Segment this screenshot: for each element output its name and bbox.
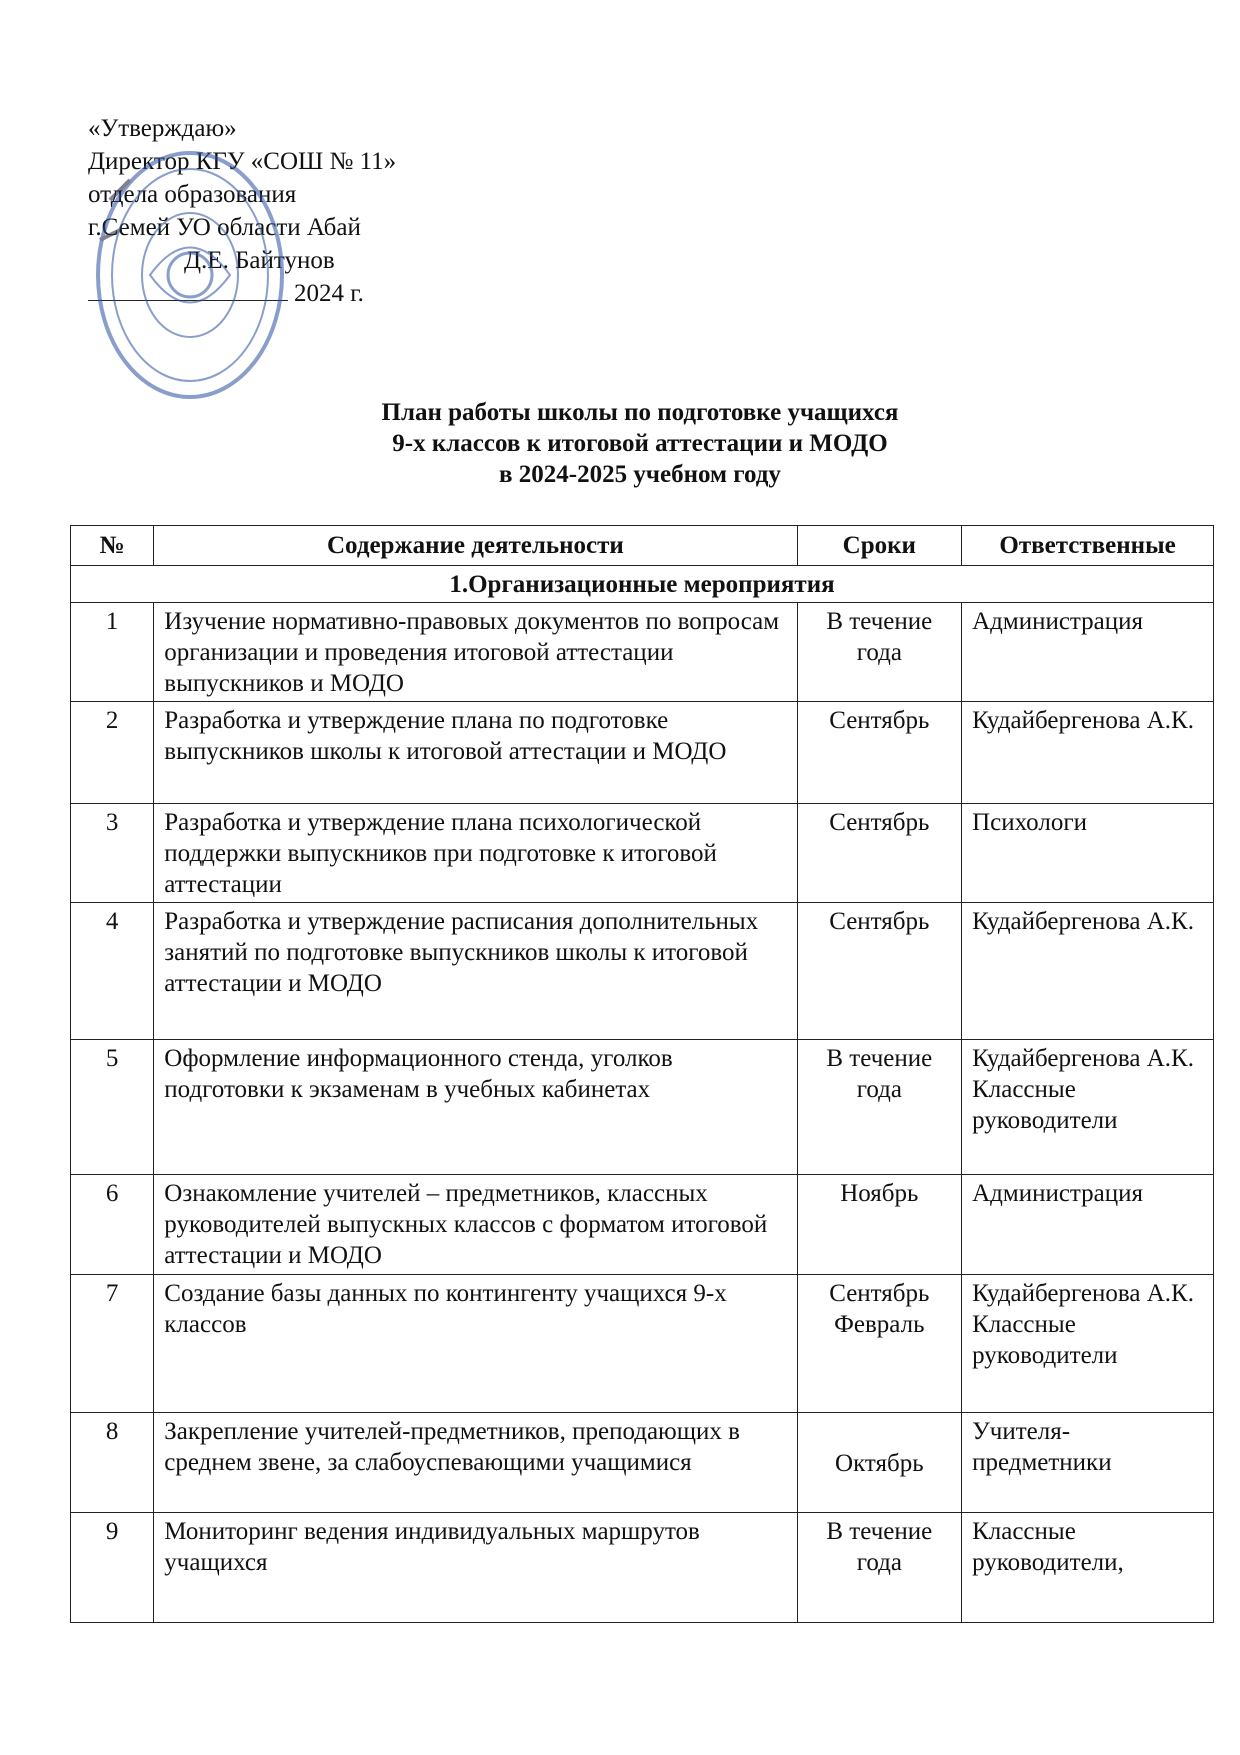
table-row [71, 1175, 1214, 1275]
section-title: 1.Организационные мероприятия [71, 566, 1214, 603]
header-dates: Сроки [797, 526, 962, 566]
approval-line: «Утверждаю» [88, 115, 237, 142]
table-header-row [71, 526, 1214, 566]
header-number: № [71, 526, 154, 566]
row-content: Создание базы данных по контингенту учащихся 9-х классов [154, 1275, 797, 1413]
row-dates: Октябрь [797, 1413, 962, 1513]
row-responsible: Кудайбергенова А.К. [962, 702, 1214, 804]
approval-date-line [88, 277, 396, 310]
title-line: 9-х классов к итоговой аттестации и МОДО [392, 430, 888, 457]
row-content: Разработка и утверждение плана по подготовке выпускников школы к итоговой аттестации и МОДО [154, 702, 797, 804]
row-content: Закрепление учителей-предметников, преподающих в среднем звене, за слабоуспевающими учащимися [154, 1413, 797, 1513]
row-content: Изучение нормативно-правовых документов по вопросам организации и проведения итоговой аттестации выпускников и МОДО [154, 603, 797, 702]
approval-signature-line [88, 244, 396, 277]
row-number: 8 [71, 1413, 154, 1513]
row-responsible: Учителя-предметники [962, 1413, 1214, 1513]
row-dates: В течение года [797, 1513, 962, 1623]
row-responsible: Кудайбергенова А.К. Классные руководители [962, 1040, 1214, 1175]
row-number: 6 [71, 1175, 154, 1275]
row-dates: В течение года [797, 1040, 962, 1175]
title-line: в 2024-2025 учебном году [499, 461, 781, 488]
row-responsible: Кудайбергенова А.К. Классные руководители [962, 1275, 1214, 1413]
row-dates: Сентябрь Февраль [797, 1275, 962, 1413]
row-number: 2 [71, 702, 154, 804]
row-number: 5 [71, 1040, 154, 1175]
row-dates: Сентябрь [797, 702, 962, 804]
table-row [71, 603, 1214, 702]
approval-year: 2024 г. [294, 280, 364, 307]
table-row [71, 1275, 1214, 1413]
table-row [71, 702, 1214, 804]
row-responsible: Администрация [962, 603, 1214, 702]
table-row [71, 903, 1214, 1040]
row-dates: Ноябрь [797, 1175, 962, 1275]
row-responsible: Кудайбергенова А.К. [962, 903, 1214, 1040]
row-number: 9 [71, 1513, 154, 1623]
table-row [71, 1040, 1214, 1175]
row-dates: Сентябрь [797, 903, 962, 1040]
document-title [200, 397, 1080, 490]
approval-block [88, 112, 396, 310]
row-content: Мониторинг ведения индивидуальных маршрутов учащихся [154, 1513, 797, 1623]
row-content: Разработка и утверждение расписания дополнительных занятий по подготовке выпускников школы к итоговой аттестации и МОДО [154, 903, 797, 1040]
approval-line: Директор КГУ «СОШ № 11» [88, 148, 397, 175]
plan-table [70, 525, 1214, 1623]
row-responsible: Классные руководители, [962, 1513, 1214, 1623]
section-row [71, 566, 1214, 603]
approval-line: г.Семей УО области Абай [88, 214, 361, 241]
row-dates: В течение года [797, 603, 962, 702]
title-line: План работы школы по подготовке учащихся [381, 399, 899, 426]
approval-line: отдела образования [88, 181, 297, 208]
table-row [71, 1413, 1214, 1513]
date-blank [88, 300, 288, 301]
header-content: Содержание деятельности [154, 526, 797, 566]
table-row [71, 1513, 1214, 1623]
header-responsible: Ответственные [962, 526, 1214, 566]
row-responsible: Администрация [962, 1175, 1214, 1275]
row-number: 3 [71, 804, 154, 903]
row-content: Разработка и утверждение плана психологической поддержки выпускников при подготовке к итоговой аттестации [154, 804, 797, 903]
director-name: Д.Е. Байтунов [184, 247, 335, 274]
row-dates: Сентябрь [797, 804, 962, 903]
table-row [71, 804, 1214, 903]
row-responsible: Психологи [962, 804, 1214, 903]
row-content: Ознакомление учителей – предметников, классных руководителей выпускных классов с форматом итоговой аттестации и МОДО [154, 1175, 797, 1275]
row-number: 1 [71, 603, 154, 702]
row-number: 7 [71, 1275, 154, 1413]
row-content: Оформление информационного стенда, уголков подготовки к экзаменам в учебных кабинетах [154, 1040, 797, 1175]
row-number: 4 [71, 903, 154, 1040]
